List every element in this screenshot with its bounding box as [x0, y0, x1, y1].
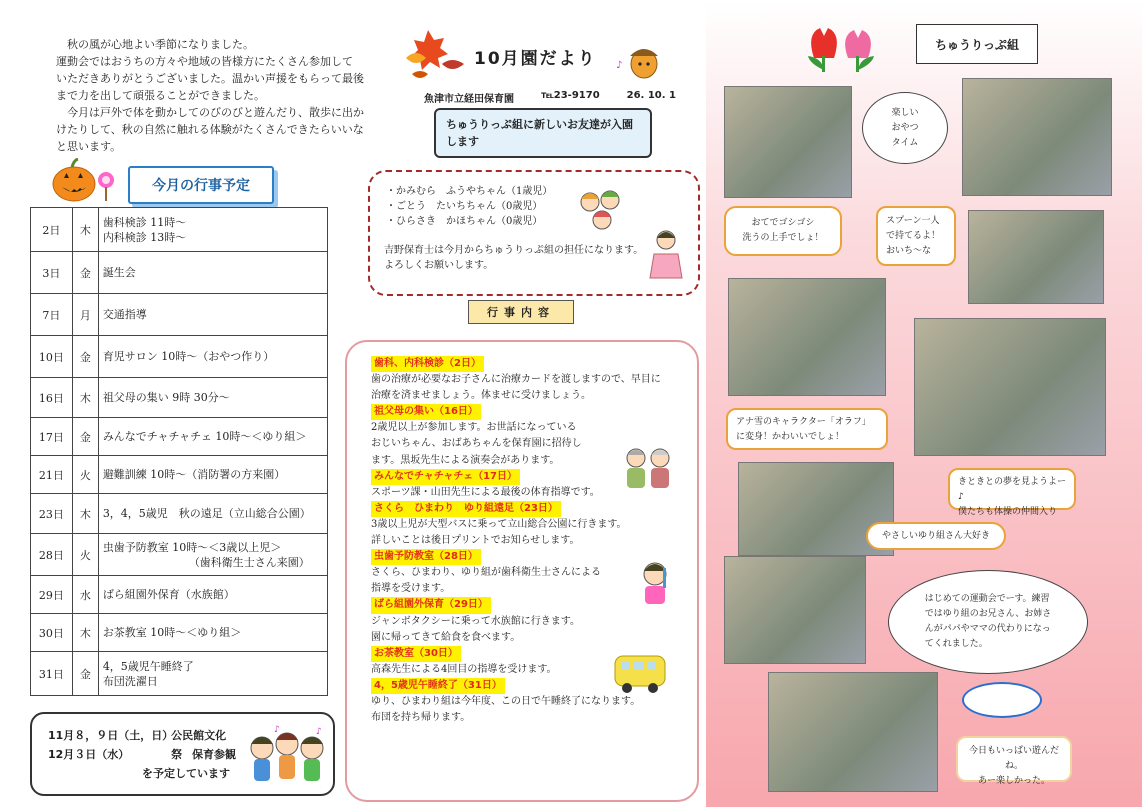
schedule-event-line: 育児サロン 10時～（おやつ作り） — [102, 350, 275, 363]
schedule-event-line: 3，4，5歳児 秋の遠足（立山総合公園） — [102, 507, 311, 520]
intro-line: と思います。 — [56, 140, 122, 153]
bubble-handwashing: おてでゴシゴシ 洗うの上手でしょ！ — [724, 206, 842, 256]
event-heading: 虫歯予防教室（28日） — [371, 549, 481, 565]
footer-date: 11月８，９日（土，日） — [48, 729, 174, 742]
schedule-day: 21日 — [31, 456, 73, 494]
schedule-weekday: 金 — [72, 336, 98, 378]
headline-box — [434, 108, 652, 158]
photo-sports-day — [724, 556, 866, 664]
schedule-event-line: 4，5歳児午睡終了 — [102, 659, 194, 673]
schedule-day: 10日 — [31, 336, 73, 378]
children-icon — [574, 186, 626, 232]
bubble-spoon: スプーン一人 で持てるよ！ おいち～な — [876, 206, 956, 266]
intro-line: けたりして、秋の自然に触れる体験がたくさんできたらいいな — [56, 123, 364, 136]
teacher-icon — [648, 228, 684, 280]
schedule-day: 30日 — [31, 614, 73, 652]
bubble-today: 今日もいっぱい遊んだね。 あー楽しかった。 — [956, 736, 1072, 782]
event-description: 治療を済ませましょう。体ませに受けましょう。 — [371, 390, 591, 402]
schedule-event-line: 交通指導 — [102, 308, 147, 321]
schedule-row — [31, 294, 328, 336]
svg-text:♪: ♪ — [616, 60, 623, 71]
bubble-sports-day: はじめての運動会でーす。練習 ではゆり組のお兄さん、お姉さ んがパパやママの代わりになっ てくれました。 — [888, 570, 1088, 674]
footer-event: 公民館文化祭 — [171, 729, 227, 761]
schedule-weekday: 木 — [72, 614, 98, 652]
bubble-exercise: きときとの夢を見ようよー♪ 僕たちも体操の仲間入り — [948, 468, 1076, 510]
bubble-snack-time: 楽しい おやつ タイム — [862, 92, 948, 164]
event-heading: さくら ひまわり ゆり組遠足（23日） — [371, 501, 561, 517]
singing-children-icon — [246, 724, 328, 788]
photo-snack-time — [962, 78, 1112, 196]
teacher-note: 吉野保育士は今月からちゅうりっぷ組の担任になります。 — [384, 245, 644, 256]
events-box — [345, 340, 699, 802]
org-tel: ℡23-9170 — [540, 90, 600, 101]
org-info — [424, 90, 676, 105]
event-description: さくら、ひまわり、ゆり組が歯科衛生士さんによる — [371, 567, 601, 579]
schedule-weekday: 金 — [72, 252, 98, 294]
schedule-event-line: みんなでチャチャチェ 10時～＜ゆり組＞ — [102, 430, 307, 443]
schedule-weekday: 金 — [72, 652, 98, 696]
schedule-table — [30, 207, 328, 696]
event-description: 園に帰ってきて給食を食べます。 — [371, 631, 521, 643]
schedule-event — [98, 534, 327, 576]
schedule-weekday: 火 — [72, 456, 98, 494]
schedule-event-line: 避難訓練 10時～（消防署の方来園） — [102, 468, 286, 481]
schedule-event-line: 内科検診 13時～ — [102, 230, 187, 244]
photo-exercise — [914, 318, 1106, 456]
event-description: 布団を持ち帰ります。 — [371, 712, 471, 724]
bus-icon — [613, 650, 667, 696]
event-description: 3歳以上児が大型バスに乗って立山総合公園に行きます。 — [371, 518, 627, 530]
event-description: 詳しいことは後日プリントでお知らせします。 — [371, 535, 580, 547]
schedule-event — [98, 456, 327, 494]
event-description: 歯の治療が必要なお子さんに治療カードを渡しますので、早目に — [371, 374, 661, 386]
friend-name: ・ひらさき かほちゃん（0歳児） — [386, 216, 543, 227]
event-description: おじいちゃん、おばあちゃんを保育園に招待し — [371, 438, 582, 450]
intro-line: 今月は戸外で体を動かしてのびのびと遊んだり、散歩に出か — [67, 106, 364, 119]
schedule-row — [31, 208, 328, 252]
schedule-weekday: 金 — [72, 418, 98, 456]
schedule-event-line: 布団洗濯日 — [102, 674, 158, 688]
friend-name: ・ごとう たいちちゃん（0歳児） — [386, 201, 543, 212]
schedule-day: 31日 — [31, 652, 73, 696]
intro-text — [56, 36, 368, 155]
headline-line: します — [446, 135, 479, 148]
schedule-title: 今月の行事予定 — [128, 166, 274, 204]
schedule-day: 28日 — [31, 534, 73, 576]
event-heading: 4，5歳児午睡終了（31日） — [371, 678, 505, 694]
schedule-row — [31, 252, 328, 294]
schedule-event — [98, 378, 327, 418]
schedule-event-line: 歯科検診 11時～ — [102, 215, 187, 229]
schedule-row — [31, 494, 328, 534]
schedule-weekday: 木 — [72, 208, 98, 252]
photo-olaf — [728, 278, 886, 396]
pumpkin-icon — [48, 158, 120, 204]
schedule-day: 2日 — [31, 208, 73, 252]
schedule-row — [31, 614, 328, 652]
schedule-event — [98, 208, 327, 252]
schedule-day: 29日 — [31, 576, 73, 614]
toothbrush-kid-icon — [633, 558, 677, 608]
schedule-day: 16日 — [31, 378, 73, 418]
schedule-weekday: 水 — [72, 576, 98, 614]
bubble-olaf: アナ雪のキャラクター「オラフ」 に変身！かわいいでしょ！ — [726, 408, 888, 450]
issue-date: 26. 10. 1 — [626, 90, 676, 101]
event-description: ます。黒坂先生による演奏会があります。 — [371, 454, 560, 466]
footer-event: 保育参観 — [192, 748, 236, 761]
event-description: 高森先生による4回目の指導を受けます。 — [371, 663, 557, 675]
photo-naptime — [768, 672, 938, 792]
new-friends-box — [368, 170, 700, 296]
schedule-row — [31, 534, 328, 576]
grandparents-icon — [620, 444, 676, 492]
schedule-day: 3日 — [31, 252, 73, 294]
event-description: 指導を受けます。 — [371, 583, 451, 595]
empty-bubble — [962, 682, 1042, 718]
schedule-event — [98, 494, 327, 534]
event-heading: みんなでチャチャチェ（17日） — [371, 469, 520, 485]
schedule-event — [98, 294, 327, 336]
schedule-event — [98, 652, 327, 696]
intro-line: 秋の風が心地よい季節になりました。 — [67, 38, 254, 51]
event-description: スポーツ課・山田先生による最後の体育指導です。 — [371, 486, 600, 498]
newsletter-title: 10月園だより — [474, 49, 597, 69]
intro-line: 運動会ではおうちの方々や地域の皆様方にたくさん参加して — [56, 55, 353, 68]
footer-date: 12月３日（水） — [48, 748, 130, 761]
schedule-event — [98, 418, 327, 456]
event-description: ジャンボタクシーに乗って水族館に行きます。 — [371, 615, 580, 627]
schedule-row — [31, 336, 328, 378]
event-heading: 歯科、内科検診（2日） — [371, 356, 484, 372]
friend-name: ・かみむら ふうやちゃん（1歳児） — [386, 186, 553, 197]
class-label: ちゅうりっぷ組 — [916, 24, 1038, 64]
schedule-weekday: 月 — [72, 294, 98, 336]
teacher-note: よろしくお願いします。 — [384, 260, 494, 271]
schedule-event-line: 虫歯予防教室 10時～＜3歳以上児＞ — [102, 540, 282, 554]
event-heading: お茶教室（30日） — [371, 646, 461, 662]
svg-text:♪: ♪ — [316, 727, 322, 737]
event-description: ゆり、ひまわり組は今年度、この日で午睡終了になります。 — [371, 695, 641, 707]
intro-line: いただきありがとうございました。温かい声援をもらって最後 — [56, 72, 364, 85]
upcoming-events-box — [30, 712, 335, 796]
schedule-row — [31, 576, 328, 614]
schedule-event-line: 誕生会 — [102, 266, 136, 279]
event-heading: 祖父母の集い（16日） — [371, 404, 481, 420]
event-heading: ばら組園外保育（29日） — [371, 597, 491, 613]
schedule-event — [98, 576, 327, 614]
schedule-weekday: 火 — [72, 534, 98, 576]
headline-line: ちゅうりっぷ組に新しいお友達が入園 — [446, 118, 633, 131]
schedule-row — [31, 418, 328, 456]
intro-line: まで力を出して頑張ることができました。 — [56, 89, 265, 102]
schedule-event — [98, 336, 327, 378]
schedule-day: 17日 — [31, 418, 73, 456]
schedule-event — [98, 252, 327, 294]
schedule-event-line: 祖父母の集い 9時 30分～ — [102, 391, 230, 404]
schedule-weekday: 木 — [72, 494, 98, 534]
footer-note: を予定しています — [142, 767, 230, 780]
photo-spoon — [968, 210, 1104, 304]
schedule-event-line: ばら組園外保育（水族館） — [102, 588, 235, 601]
schedule-row — [31, 456, 328, 494]
schedule-weekday: 木 — [72, 378, 98, 418]
schedule-day: 23日 — [31, 494, 73, 534]
events-title: 行事内容 — [468, 300, 574, 324]
svg-text:♪: ♪ — [274, 725, 280, 735]
org-name: 魚津市立経田保育園 — [424, 94, 514, 105]
schedule-row — [31, 378, 328, 418]
schedule-event — [98, 614, 327, 652]
autumn-leaves-icon — [398, 24, 472, 84]
schedule-event-line: （歯科衛生士さん来園） — [188, 555, 310, 569]
bubble-yuri: やさしいゆり組さん大好き — [866, 522, 1006, 550]
schedule-day: 7日 — [31, 294, 73, 336]
event-description: 2歳児以上が参加します。お世話になっている — [371, 422, 577, 434]
photo-handwashing — [724, 86, 852, 198]
schedule-event-line: お茶教室 10時～＜ゆり組＞ — [102, 626, 242, 639]
tulip-icon — [800, 18, 888, 74]
schedule-row — [31, 652, 328, 696]
acorn-icon — [614, 38, 662, 80]
